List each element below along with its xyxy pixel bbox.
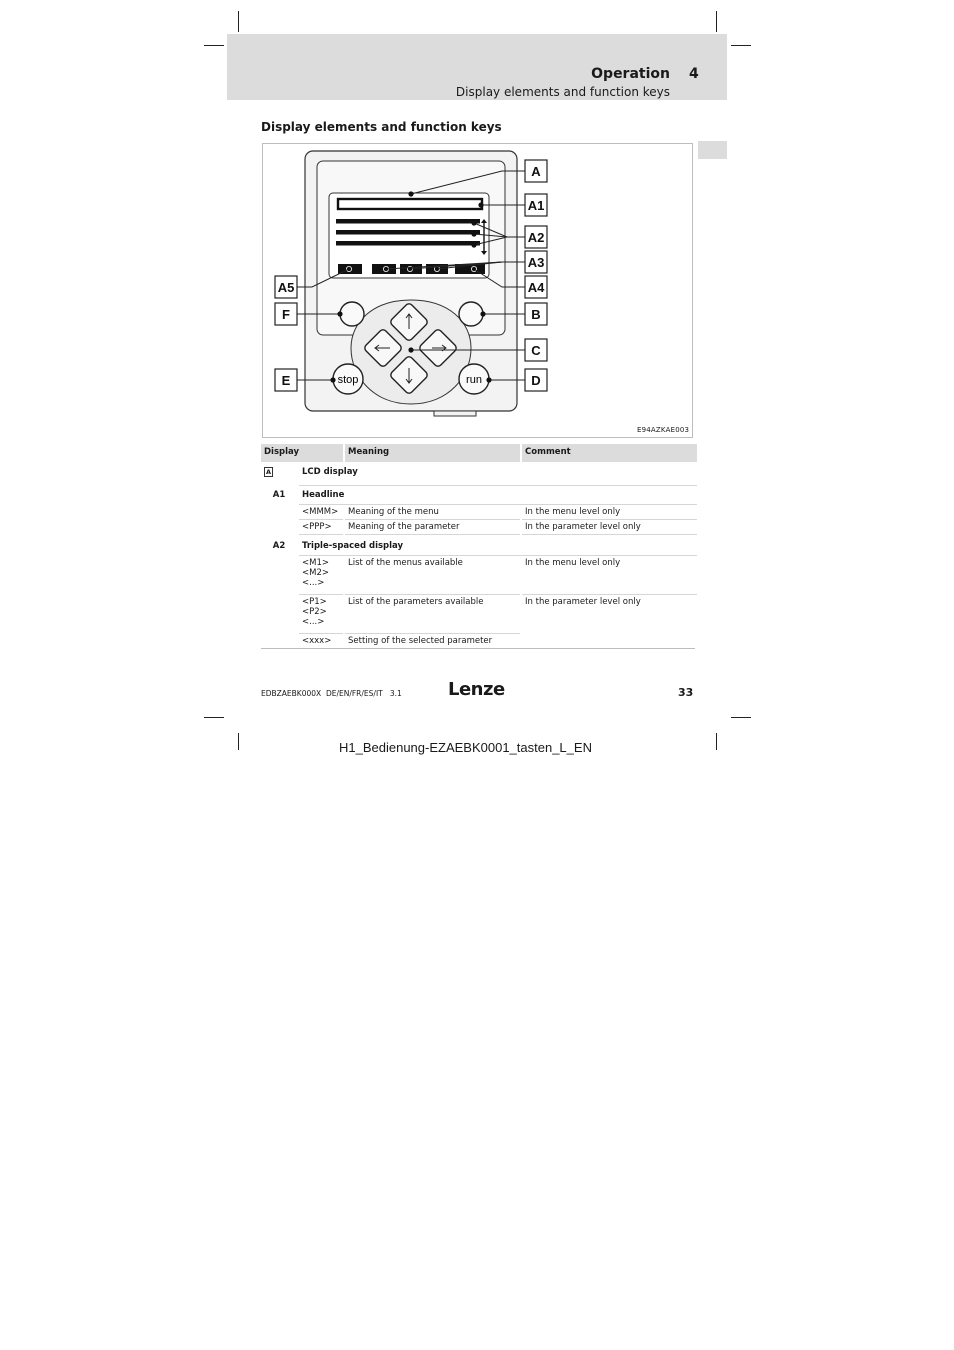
table-row [261, 462, 697, 486]
cell-display: <MMM> [299, 505, 343, 520]
legend-table [259, 444, 699, 648]
cell-comment: In the menu level only [522, 556, 697, 595]
chapter-title: Operation [591, 66, 670, 82]
column-header: Meaning [345, 444, 520, 462]
cell-meaning: Setting of the selected parameter [348, 636, 493, 646]
table-row [261, 535, 697, 556]
callout-label: A [531, 164, 541, 179]
row-code: A2 [272, 541, 286, 551]
callout-label: A4 [527, 280, 545, 295]
callout-label: B [531, 307, 541, 322]
callout-label: C [531, 343, 541, 358]
callout-label: A1 [527, 198, 545, 213]
table-row [261, 505, 697, 520]
page-number: 33 [678, 686, 694, 699]
cell-comment: In the parameter level only [525, 597, 641, 607]
display-item: <...> [302, 617, 325, 627]
display-item: <M2> [302, 568, 329, 578]
crop-mark [716, 11, 717, 32]
cell-comment: In the parameter level only [522, 520, 697, 535]
row-title: Headline [299, 486, 697, 505]
cell-display: <PPP> [299, 520, 343, 535]
chapter-subtitle: Display elements and function keys [455, 85, 670, 99]
table-bottom-rule [261, 648, 695, 649]
run-key-label: run [466, 374, 482, 386]
callout-label: A5 [277, 280, 295, 295]
chapter-number: 4 [689, 66, 699, 82]
group-label: LCD display [299, 462, 697, 486]
row-title: Triple-spaced display [299, 535, 697, 556]
column-header: Comment [522, 444, 697, 462]
keypad-diagram [262, 143, 693, 438]
chapter-tab-marker [698, 141, 727, 159]
row-code: A1 [272, 490, 286, 500]
table-row [261, 486, 697, 505]
cell-comment: In the menu level only [522, 505, 697, 520]
cell-display: <xxx> [302, 636, 332, 646]
figure-code: E94AZKAE003 [637, 426, 690, 434]
stop-key-label: stop [337, 374, 359, 386]
cell-display [299, 595, 343, 634]
cell-meaning: Meaning of the menu [345, 505, 520, 520]
callout-label: E [281, 373, 291, 388]
column-header: Display [261, 444, 343, 462]
crop-mark [204, 717, 224, 718]
cell-display [299, 556, 343, 595]
callout-label: A2 [527, 230, 545, 245]
display-item: <P1> [302, 597, 327, 607]
callout-label: A3 [527, 255, 545, 270]
crop-mark [731, 45, 751, 46]
lenze-logo: Lenze [448, 679, 505, 700]
display-item: <...> [302, 578, 325, 588]
crop-mark [204, 45, 224, 46]
callout-label: F [282, 307, 290, 322]
table-row [261, 556, 697, 595]
cell-meaning: Meaning of the parameter [345, 520, 520, 535]
group-marker: A [265, 468, 272, 476]
table-row [261, 520, 697, 535]
crop-mark [238, 733, 239, 750]
display-item: <M1> [302, 558, 329, 568]
file-name: H1_Bedienung-EZAEBK0001_tasten_L_EN [339, 740, 592, 755]
table-header-row [261, 444, 697, 462]
display-item: <P2> [302, 607, 327, 617]
table-row [261, 595, 697, 634]
section-title: Display elements and function keys [261, 120, 502, 134]
document-code: EDBZAEBK000X DE/EN/FR/ES/IT 3.1 [261, 689, 402, 698]
crop-mark [731, 717, 751, 718]
cell-meaning: List of the parameters available [345, 595, 520, 634]
callout-label: D [531, 373, 541, 388]
crop-mark [238, 11, 239, 32]
crop-mark [716, 733, 717, 750]
cell-meaning: List of the menus available [345, 556, 520, 595]
